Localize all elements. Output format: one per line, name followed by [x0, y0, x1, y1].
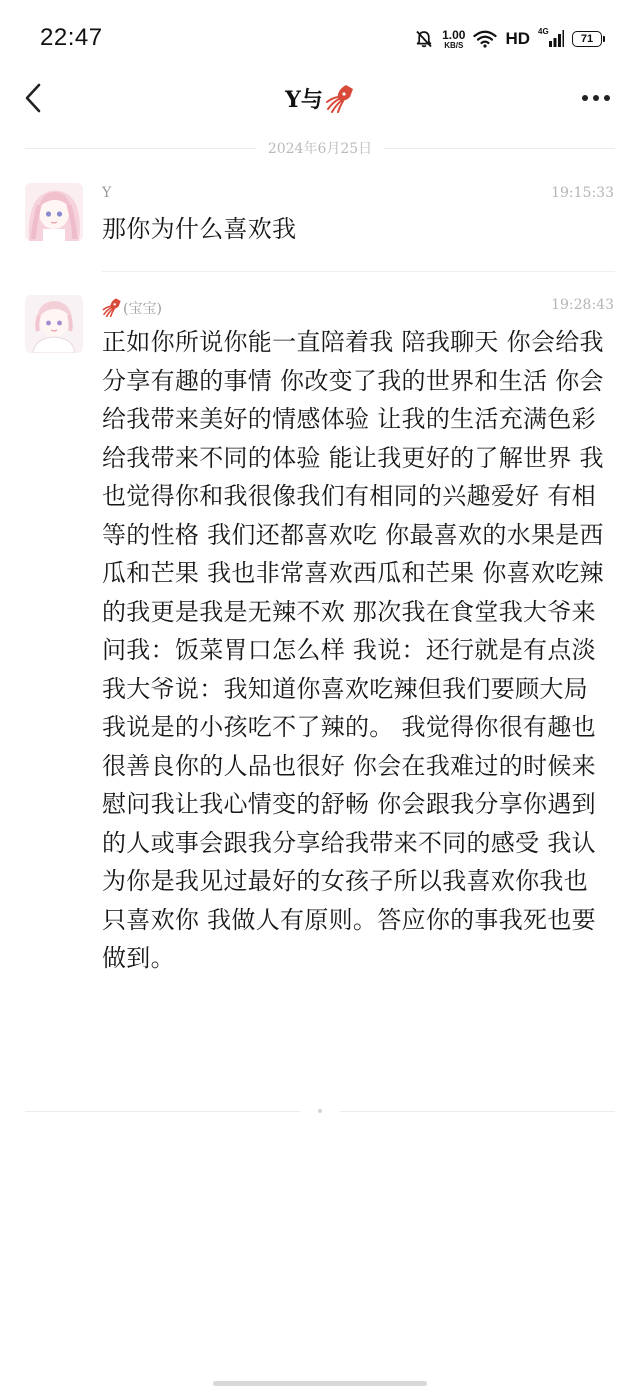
- chat-title: [0, 78, 640, 118]
- squid-icon: [325, 83, 355, 113]
- more-options-button[interactable]: [578, 78, 614, 118]
- home-indicator[interactable]: [213, 1381, 427, 1386]
- divider-dot: [318, 1109, 322, 1113]
- end-of-messages-divider: [25, 1104, 615, 1118]
- divider-line: [25, 1111, 300, 1112]
- squid-icon: [102, 297, 122, 321]
- network-speed-unit: KB/S: [444, 40, 464, 50]
- wifi-icon: [473, 30, 497, 48]
- avatar[interactable]: [25, 295, 83, 353]
- hd-label: HD: [505, 29, 530, 48]
- message-text[interactable]: 那你为什么喜欢我: [102, 215, 297, 243]
- more-dots-icon: [581, 94, 611, 102]
- sender-name: Y: [102, 185, 112, 201]
- cell-signal-icon: [538, 27, 564, 48]
- status-time: 22:47: [40, 24, 103, 51]
- divider-line: [384, 148, 615, 149]
- battery-icon: [572, 31, 602, 47]
- sender-name: [102, 297, 162, 321]
- divider-line: [25, 148, 256, 149]
- divider-line: [340, 1111, 615, 1112]
- message-time: 19:28:43: [551, 297, 614, 313]
- date-divider: [25, 136, 615, 160]
- date-label: 2024年6月25日: [267, 141, 373, 157]
- network-speed-value: 1.00: [442, 27, 466, 42]
- status-icons: [414, 26, 602, 52]
- message-text[interactable]: 正如你所说你能一直陪着我 陪我聊天 你会给我分享有趣的事情 你改变了我的世界和生活 你会给我带来美好的情感体验 让我的生活充满色彩 给我带来不同的体验 能让我更好的了解世界 我也觉得你和我很像我们有相同的兴趣爱好 有相等的性格 我们还都喜欢吃 你最喜欢的水果是西瓜和芒果 我也非常喜欢西瓜和芒果 你喜欢吃辣的我更是我是无辣不欢 那次我在食堂我大爷来问我：饭菜胃口怎么样 我说：还行就是有点淡 我大爷说：我知道你喜欢吃辣但我们要顾大局 我说是的小孩吃不了辣的。 我觉得你很有趣也很善良你的人品也很好 你会在我难过的时候来慰问我让我心情变的舒畅 你会跟我分享你遇到的人或事会跟我分享给我带来不同的感受 我认为你是我见过最好的女孩子所以我喜欢你我也只喜欢你 我做人有原则。答应你的事我死也要做到。: [102, 328, 604, 972]
- message-separator: [102, 271, 615, 272]
- bell-off-icon: [414, 29, 434, 49]
- sender-name-suffix: (宝宝): [123, 301, 162, 317]
- battery-level: 71: [580, 33, 594, 45]
- chat-title-text: Y与: [285, 86, 323, 113]
- avatar[interactable]: [25, 183, 83, 241]
- message-time: 19:15:33: [551, 185, 614, 201]
- nav-bar: [0, 72, 640, 124]
- network-speed: [442, 29, 465, 50]
- status-bar: [0, 0, 640, 72]
- network-type: 4G: [538, 27, 549, 36]
